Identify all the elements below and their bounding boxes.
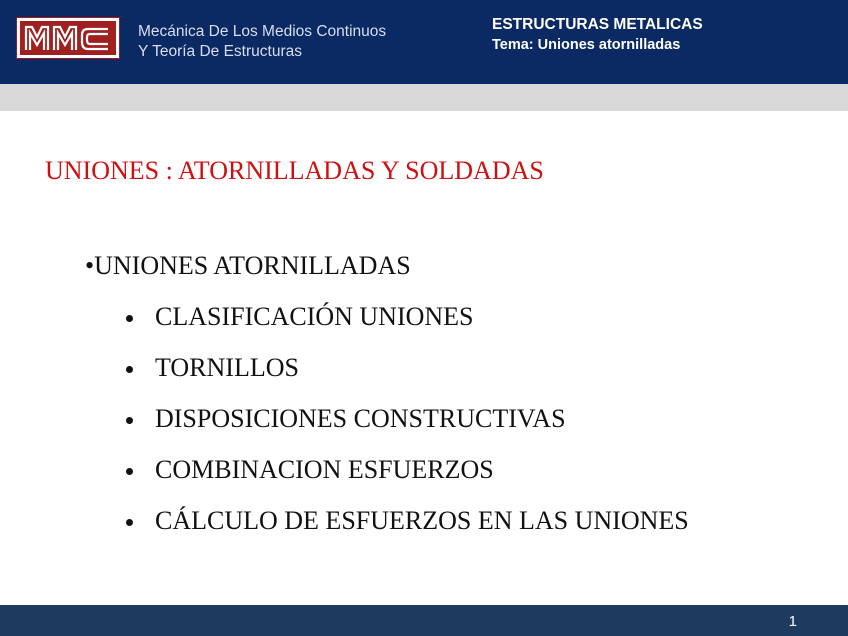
header-divider-strip (0, 84, 848, 111)
course-name (138, 22, 386, 62)
list-item-label: CLASIFICACIÓN UNIONES (155, 302, 474, 331)
topic-block (492, 15, 703, 55)
list-item-label: TORNILLOS (155, 353, 299, 382)
list-item-label: COMBINACION ESFUERZOS (155, 455, 494, 484)
course-line-1: Mecánica De Los Medios Continuos (138, 23, 387, 40)
bullet-icon (126, 468, 133, 475)
university-logo (16, 17, 120, 59)
main-bullet: •UNIONES ATORNILLADAS (85, 251, 411, 280)
list-item-label: DISPOSICIONES CONSTRUCTIVAS (155, 404, 566, 433)
page-number: 1 (788, 613, 797, 630)
bullet-icon (126, 315, 133, 322)
slide-footer (0, 605, 848, 636)
logo-icon (20, 21, 116, 55)
slide-title: UNIONES : ATORNILLADAS Y SOLDADAS (45, 156, 544, 185)
bullet-icon (126, 417, 133, 424)
bullet-icon (126, 366, 133, 373)
slide-header (0, 0, 848, 84)
course-line-2: Y Teoría De Estructuras (138, 43, 302, 60)
topic-subject: ESTRUCTURAS METALICAS (492, 16, 703, 33)
topic-theme: Tema: Uniones atornilladas (492, 37, 681, 53)
list-item-label: CÁLCULO DE ESFUERZOS EN LAS UNIONES (155, 506, 689, 535)
bullet-icon (126, 519, 133, 526)
